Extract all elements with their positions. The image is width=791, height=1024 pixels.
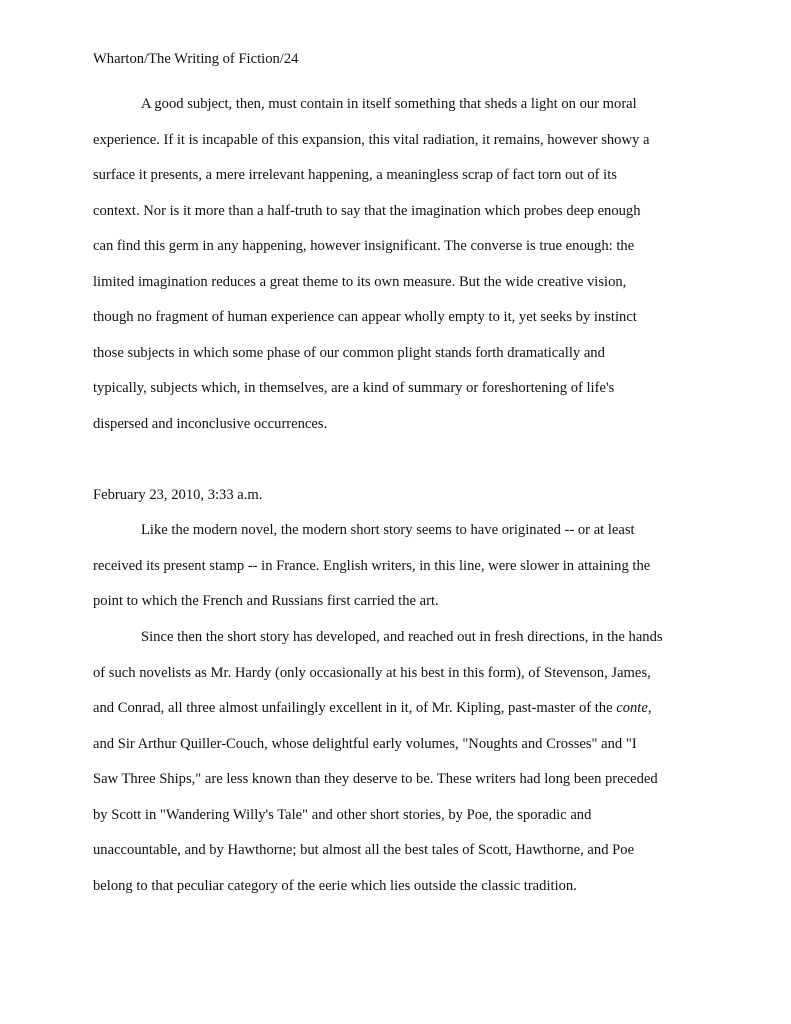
paragraph-line: unaccountable, and by Hawthorne; but almost all the best tales of Scott, Hawthorne, and Poe xyxy=(93,842,635,859)
paragraph-line: of such novelists as Mr. Hardy (only occasionally at his best in this form), of Stevenson, James, xyxy=(93,664,651,681)
paragraph-line: those subjects in which some phase of our common plight stands forth dramatically and xyxy=(93,344,605,361)
paragraph-line: though no fragment of human experience can appear wholly empty to it, yet seeks by instinct xyxy=(93,309,637,326)
paragraph-line: received its present stamp -- in France. English writers, in this line, were slower in attaining the xyxy=(93,557,651,574)
line-text: and Conrad, all three almost unfailingly excellent in it, of Mr. Kipling, past-master of the xyxy=(93,700,617,717)
dateline-block xyxy=(93,485,703,505)
paragraph-line xyxy=(93,698,703,718)
paragraph-line: limited imagination reduces a great theme to its own measure. But the wide creative vision, xyxy=(93,273,627,290)
paragraph-line: by Scott in "Wandering Willy's Tale" and other short stories, by Poe, the sporadic and xyxy=(93,806,592,823)
paragraph-subject xyxy=(93,94,703,434)
running-head: Wharton/The Writing of Fiction/24 xyxy=(93,51,299,67)
paragraph-line: and Sir Arthur Quiller-Couch, whose delightful early volumes, "Noughts and Crosses" and "I xyxy=(93,735,637,752)
paragraph-line: A good subject, then, must contain in itself something that sheds a light on our moral xyxy=(141,96,637,112)
line-text: , xyxy=(647,700,652,717)
paragraph-line: Since then the short story has developed, and reached out in fresh directions, in the hands xyxy=(141,629,663,645)
paragraph-line: can find this germ in any happening, however insignificant. The converse is true enough: the xyxy=(93,238,635,255)
italic-term-conte: conte xyxy=(616,700,648,717)
paragraph-line: typically, subjects which, in themselves, are a kind of summary or foreshortening of life's xyxy=(93,380,615,397)
dateline: February 23, 2010, 3:33 a.m. xyxy=(93,487,263,503)
paragraph-line: experience. If it is incapable of this expansion, this vital radiation, it remains, however showy a xyxy=(93,131,650,148)
paragraph-short-story xyxy=(93,520,703,611)
paragraph-line: surface it presents, a mere irrelevant happening, a meaningless scrap of fact torn out of its xyxy=(93,167,617,184)
paragraph-line: point to which the French and Russians first carried the art. xyxy=(93,593,439,610)
paragraph-line: Saw Three Ships," are less known than they deserve to be. These writers had long been preceded xyxy=(93,771,658,788)
paragraph-line: context. Nor is it more than a half-truth to say that the imagination which probes deep enough xyxy=(93,202,641,219)
paragraph-line: belong to that peculiar category of the eerie which lies outside the classic tradition. xyxy=(93,877,577,894)
paragraph-writers xyxy=(93,627,703,896)
paragraph-line: Like the modern novel, the modern short story seems to have originated -- or at least xyxy=(141,522,635,538)
paragraph-line: dispersed and inconclusive occurrences. xyxy=(93,415,328,432)
